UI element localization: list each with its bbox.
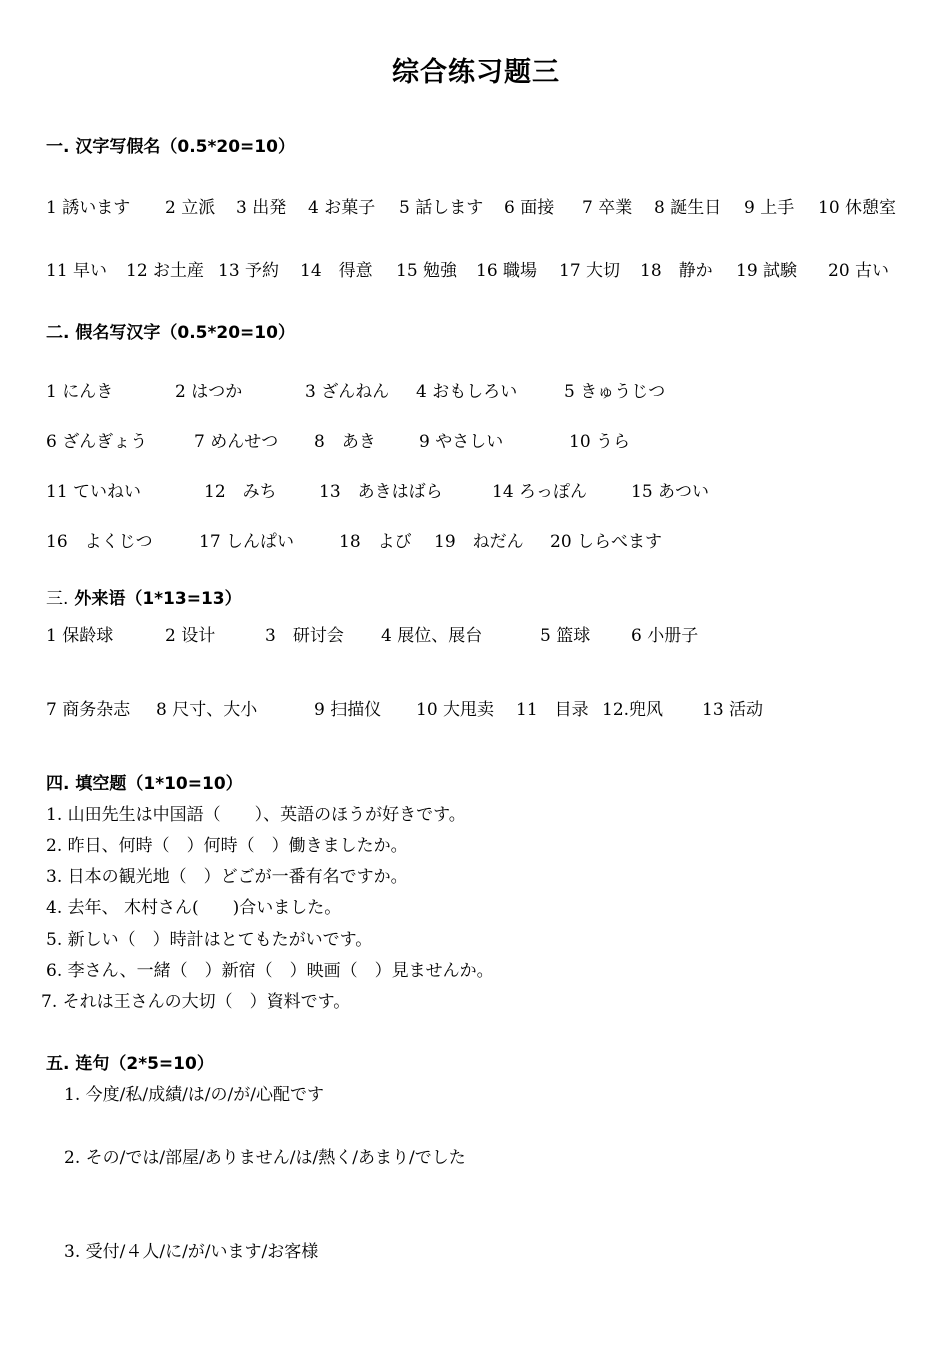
word-item: 11 ていねい xyxy=(46,482,142,502)
word-item: 3 出発 xyxy=(236,198,287,218)
section-5-heading: 五. 连句（2*5=10） xyxy=(46,1054,214,1074)
word-item: 4 展位、展台 xyxy=(381,626,483,646)
sentence-item-2: 2. その/では/部屋/ありません/は/熱く/あまり/でした xyxy=(64,1148,466,1168)
word-item: 7 商务杂志 xyxy=(46,700,131,720)
word-item: 18 よび xyxy=(339,532,412,552)
fill-blank-item-7: 7. それは王さんの大切（ ）資料です。 xyxy=(41,992,351,1012)
section-2-heading: 二. 假名写汉字（0.5*20=10） xyxy=(46,323,295,343)
word-item: 12.兜风 xyxy=(602,700,664,720)
word-item: 9 扫描仪 xyxy=(314,700,382,720)
section-4-heading: 四. 填空题（1*10=10） xyxy=(46,774,243,794)
word-item: 2 设计 xyxy=(165,626,216,646)
word-item: 15 あつい xyxy=(631,482,710,502)
section-3-heading-text: 外来语（1*13=13） xyxy=(74,589,242,609)
word-item: 3 ざんねん xyxy=(305,382,390,402)
word-item: 14 ろっぽん xyxy=(492,482,588,502)
word-item: 14 得意 xyxy=(300,261,373,281)
fill-blank-item-2: 2. 昨日、何時（ ）何時（ ）働きましたか。 xyxy=(46,836,408,856)
word-item: 6 小册子 xyxy=(631,626,699,646)
section-1-heading: 一. 汉字写假名（0.5*20=10） xyxy=(46,137,295,157)
word-item: 19 試験 xyxy=(736,261,798,281)
section-3-heading xyxy=(46,584,242,609)
page-title: 综合练习题三 xyxy=(392,57,560,88)
word-item: 8 あき xyxy=(314,432,376,452)
word-item: 12 みち xyxy=(204,482,277,502)
word-item: 17 しんぱい xyxy=(199,532,295,552)
word-item: 6 ざんぎょう xyxy=(46,432,148,452)
word-item: 13 あきはばら xyxy=(319,482,443,502)
word-item: 16 よくじつ xyxy=(46,532,153,552)
word-item: 8 尺寸、大小 xyxy=(156,700,258,720)
word-item: 2 はつか xyxy=(175,382,243,402)
word-item: 17 大切 xyxy=(559,261,621,281)
word-item: 2 立派 xyxy=(165,198,216,218)
word-item: 1 にんき xyxy=(46,382,114,402)
word-item: 1 保龄球 xyxy=(46,626,114,646)
word-item: 12 お土産 xyxy=(126,261,205,281)
word-item: 15 勉強 xyxy=(396,261,458,281)
fill-blank-item-6: 6. 李さん、一緒（ ）新宿（ ）映画（ ）見ませんか。 xyxy=(46,961,494,981)
word-item: 1 誘います xyxy=(46,198,131,218)
word-item: 20 しらべます xyxy=(550,532,663,552)
fill-blank-item-4: 4. 去年、 木村さん( )合いました。 xyxy=(46,898,342,918)
word-item: 4 お菓子 xyxy=(308,198,376,218)
fill-blank-item-3: 3. 日本の観光地（ ）どごが一番有名ですか。 xyxy=(46,867,408,887)
word-item: 3 研讨会 xyxy=(265,626,344,646)
word-item: 10 大甩卖 xyxy=(416,700,495,720)
word-item: 19 ねだん xyxy=(434,532,524,552)
section-3-number: 三. xyxy=(46,589,69,609)
word-item: 7 めんせつ xyxy=(194,432,279,452)
word-item: 5 きゅうじつ xyxy=(564,382,666,402)
sentence-item-1: 1. 今度/私/成績/は/の/が/心配です xyxy=(64,1085,324,1105)
word-item: 4 おもしろい xyxy=(416,382,518,402)
word-item: 13 予約 xyxy=(218,261,280,281)
word-item: 10 うら xyxy=(569,432,631,452)
word-item: 13 活动 xyxy=(702,700,764,720)
word-item: 9 上手 xyxy=(744,198,795,218)
word-item: 11 目录 xyxy=(516,700,589,720)
fill-blank-item-5: 5. 新しい（ ）時計はとてもたがいです。 xyxy=(46,930,373,950)
word-item: 11 早い xyxy=(46,261,108,281)
word-item: 9 やさしい xyxy=(419,432,504,452)
word-item: 5 篮球 xyxy=(540,626,591,646)
word-item: 8 誕生日 xyxy=(654,198,722,218)
word-item: 6 面接 xyxy=(504,198,555,218)
word-item: 20 古い xyxy=(828,261,890,281)
word-item: 16 職場 xyxy=(476,261,538,281)
word-item: 10 休憩室 xyxy=(818,198,897,218)
word-item: 5 話します xyxy=(399,198,484,218)
sentence-item-3: 3. 受付/４人/に/が/います/お客様 xyxy=(64,1242,319,1262)
word-item: 18 静か xyxy=(640,261,713,281)
fill-blank-item-1: 1. 山田先生は中国語（ ）、英語のほうが好きです。 xyxy=(46,805,466,825)
word-item: 7 卒業 xyxy=(582,198,633,218)
